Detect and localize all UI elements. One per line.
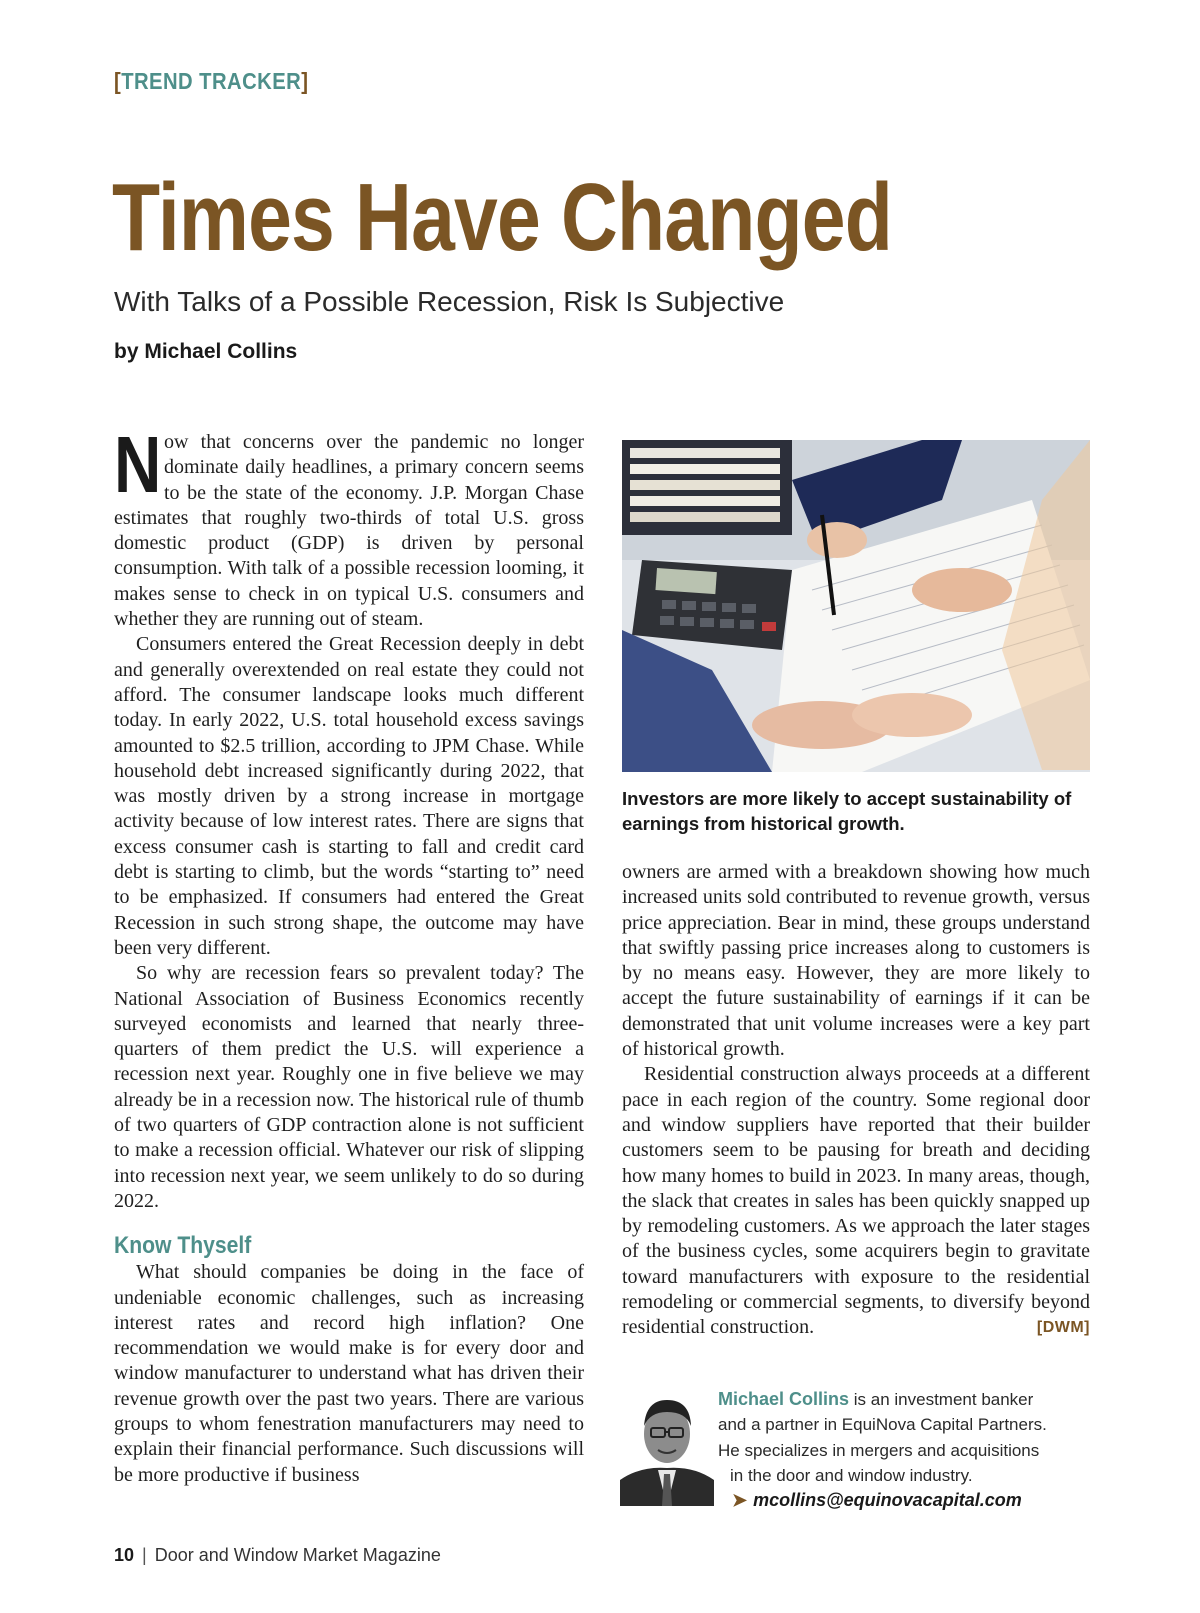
author-bio: [718, 1387, 1098, 1513]
bracket-open: [: [114, 68, 122, 94]
arrow-icon: ➤: [732, 1490, 748, 1511]
right-paragraph-2-text: Residential construction always proceeds at a different pace in each region of the country. Some regional door and window suppliers have reported that their builder customers seem to be pausing for breath and deciding how many homes to build in 2023. In many areas, though, the slack that creates in sales has been quickly snapped up by remodeling customers. As we approach the later stages of the business cycles, some acquirers begin to gravitate toward manufacturers with exposure to the residential remodeling or commercial segments, to diversify beyond residential construction.: [622, 1063, 1090, 1339]
bio-line-4: in the door and window industry.: [730, 1465, 973, 1485]
right-paragraph-1: owners are armed with a breakdown showing how much increased units sold contributed to revenue growth, versus price appreciation. Bear in mind, these groups understand that swiftly passing price increases along to customers is by no means easy. However, they are more likely to accept the future sustainability of earnings if it can be demonstrated that unit volume increases were a key part of historical growth.: [622, 861, 1090, 1061]
photo-illustration: [622, 440, 1090, 772]
bio-text-1: is an investment banker: [849, 1390, 1034, 1409]
subsection-heading: Know Thyself: [114, 1232, 252, 1260]
section-label: TREND TRACKER: [121, 68, 302, 94]
drop-cap: N: [114, 420, 162, 509]
photo-caption: Investors are more likely to accept sustainability of earnings from historical growth.: [622, 788, 1072, 834]
page-footer: [114, 1545, 441, 1566]
footer-separator: |: [142, 1545, 147, 1565]
section-tag: [114, 68, 308, 95]
left-column: [114, 420, 584, 1488]
article-subtitle: With Talks of a Possible Recession, Risk Is Subjective: [114, 286, 785, 317]
article-title: Times Have Changed: [112, 164, 893, 271]
left-paragraph-4: What should companies be doing in the face of undeniable economic challenges, such as increasing interest rates and record high inflation? One recommendation we would make is for every door and window manufacturer to understand what has driven their revenue growth over the past two years. There are various groups to whom fenestration manufacturers may need to explain their financial performance. Such discussions will be more productive if business: [114, 1261, 584, 1486]
left-paragraph-1: ow that concerns over the pandemic no longer dominate daily headlines, a primary concern seems to be the state of the economy. J.P. Morgan Chase estimates that roughly two-thirds of total U.S. gross domestic product (GDP) is driven by personal consumption. With talk of a possible recession looming, it makes sense to check in on typical U.S. consumers and whether they are running out of steam.: [114, 431, 584, 631]
author-email-link[interactable]: mcollins@equinovacapital.com: [753, 1490, 1022, 1511]
byline: by Michael Collins: [114, 340, 298, 363]
publication-name: Door and Window Market Magazine: [154, 1545, 441, 1565]
bio-line-2: and a partner in EquiNova Capital Partners.: [718, 1415, 1047, 1435]
end-mark: [DWM]: [1036, 1319, 1090, 1337]
right-column: [622, 860, 1090, 1341]
email-row: [732, 1488, 1098, 1513]
bio-line-1: [718, 1387, 1098, 1412]
right-paragraph-2: [622, 1062, 1090, 1340]
bio-line-3: He specializes in mergers and acquisitions: [718, 1440, 1040, 1460]
left-paragraph-2: Consumers entered the Great Recession deeply in debt and generally overextended on real estate they could not afford. The consumer landscape looks much different today. In early 2022, U.S. total household excess savings amounted to $2.5 trillion, according to JPM Chase. While household debt increased significantly during 2022, that was mostly driven by a strong increase in mortgage activity because of low interest rates. There are signs that excess consumer cash is starting to fall and credit card debt is starting to climb, but the words “starting to” need to be emphasized. If consumers had entered the Great Recession in such strong shape, the outcome may have been very different.: [114, 633, 584, 959]
author-name: Michael Collins: [718, 1389, 850, 1409]
author-portrait: [620, 1388, 714, 1506]
bracket-close: ]: [301, 68, 309, 94]
article-photo: [622, 440, 1090, 772]
left-paragraph-3: So why are recession fears so prevalent today? The National Association of Business Economics recently surveyed economists and learned that nearly three-quarters of them predict the U.S. will experience a recession next year. Roughly one in five believe we may already be in a recession now. The historical rule of thumb of two quarters of GDP contraction alone is not sufficient to make a recession official. Whatever our risk of slipping into recession next year, we seem unlikely to do so during 2022.: [114, 962, 584, 1212]
intro-paragraph: [114, 420, 584, 632]
page-number: 10: [114, 1545, 135, 1565]
author-photo: [620, 1388, 714, 1506]
